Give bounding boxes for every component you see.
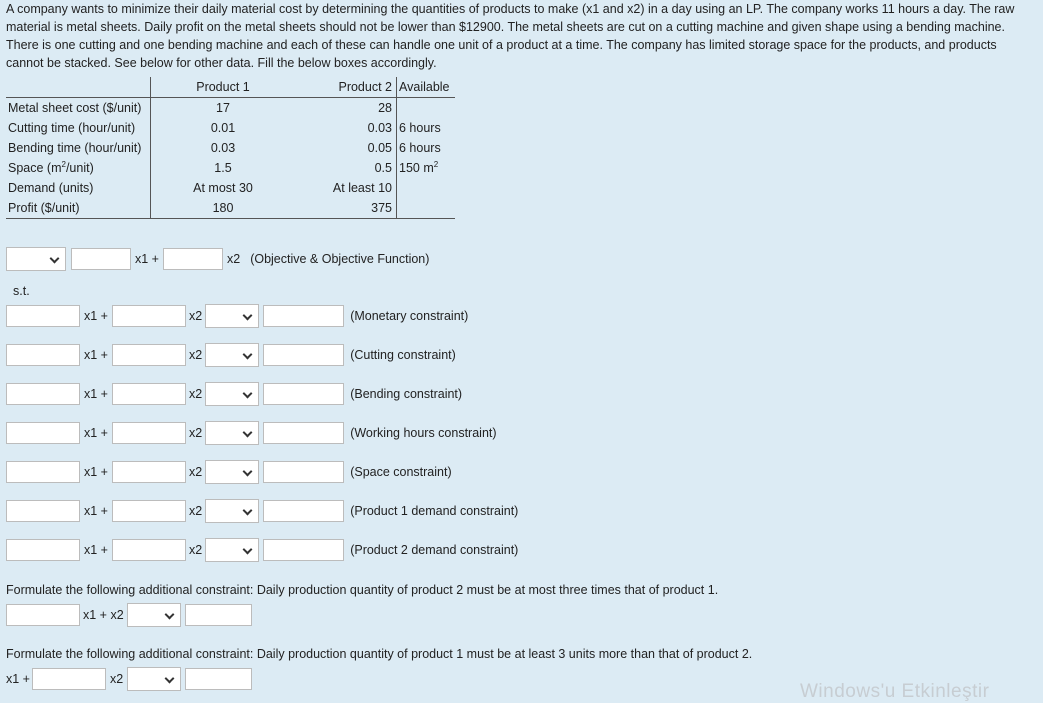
problem-statement: A company wants to minimize their daily material cost by determining the quantities of products to make (x1 and x2) in a day using an LP. The company works 11 hours a day. The raw material is metal sheets. Daily profit on the metal sheets should not be lower than $12900. The metal sheets are cut on a cutting machine and given shape using a bending machine. There is one cutting and one bending machine and each of these can handle one unit of a product at a time. The company has limited storage space for the products, and products cannot be stacked. See below for other data. Fill the below boxes accordingly. xyxy=(6,2,1015,70)
constraint-note: (Working hours constraint) xyxy=(350,426,497,440)
cell-p2: 28 xyxy=(295,98,397,119)
constraint-x2-coefficient-input[interactable] xyxy=(112,461,186,483)
cell-p1: 180 xyxy=(151,198,296,219)
additional1-x1-coefficient-input[interactable] xyxy=(6,604,80,626)
chevron-down-icon xyxy=(243,311,253,321)
chevron-down-icon xyxy=(243,428,253,438)
constraint-x1-label: x1 + xyxy=(84,426,108,440)
constraint-x2-label: x2 xyxy=(188,465,203,479)
cell-p1: 0.03 xyxy=(151,138,296,158)
cell-p1: At most 30 xyxy=(151,178,296,198)
cell-p2: 0.03 xyxy=(367,121,392,135)
additional2-x1-label: x1 + xyxy=(6,672,30,686)
header-available: Available xyxy=(397,77,456,98)
constraint-x2-label: x2 xyxy=(188,387,203,401)
constraint-x2-coefficient-input[interactable] xyxy=(112,539,186,561)
objective-x2-label: x2 xyxy=(226,252,241,266)
constraint-x1-coefficient-input[interactable] xyxy=(6,305,80,327)
constraint-operator-select[interactable] xyxy=(205,538,259,562)
constraint-row xyxy=(6,343,456,367)
constraint-x2-label: x2 xyxy=(188,426,203,440)
constraint-row xyxy=(6,538,518,562)
constraint-x2-label: x2 xyxy=(188,309,203,323)
header-product1: Product 1 xyxy=(151,77,296,98)
constraint-x1-coefficient-input[interactable] xyxy=(6,422,80,444)
constraint-rhs-input[interactable] xyxy=(263,539,344,561)
chevron-down-icon xyxy=(243,545,253,555)
objective-note: (Objective & Objective Function) xyxy=(250,252,430,266)
data-table xyxy=(6,77,455,219)
header-product2: Product 2 xyxy=(338,80,392,94)
constraint-x1-label: x1 + xyxy=(84,465,108,479)
cell-avail: 6 hours xyxy=(397,138,456,158)
constraint-note: (Cutting constraint) xyxy=(350,348,456,362)
constraint-note: (Space constraint) xyxy=(350,465,452,479)
chevron-down-icon xyxy=(164,610,174,620)
chevron-down-icon xyxy=(50,254,60,264)
constraint-x1-label: x1 + xyxy=(84,387,108,401)
constraint-row xyxy=(6,460,452,484)
row-label: Demand (units) xyxy=(8,181,94,195)
constraint-x2-label: x2 xyxy=(188,504,203,518)
space-avail-sup: 2 xyxy=(433,160,439,169)
objective-x1-label: x1 + xyxy=(135,252,159,266)
constraint-operator-select[interactable] xyxy=(205,304,259,328)
objective-row xyxy=(6,247,429,271)
space-label-sup: 2 xyxy=(61,160,66,169)
additional-constraint-1-text: Formulate the following additional constraint: Daily production quantity of product 2 must be at most three times that of product 1. xyxy=(6,583,719,597)
windows-activation-watermark: Windows'u Etkinleştir xyxy=(800,681,990,702)
constraint-x1-label: x1 + xyxy=(84,348,108,362)
constraint-x2-label: x2 xyxy=(188,543,203,557)
row-label: Bending time (hour/unit) xyxy=(8,141,142,155)
additional-constraint-1-row xyxy=(6,603,252,627)
cell-p2: 0.5 xyxy=(374,161,392,175)
table-row xyxy=(6,138,455,158)
constraint-x1-label: x1 + xyxy=(84,309,108,323)
constraint-x1-coefficient-input[interactable] xyxy=(6,539,80,561)
constraint-row xyxy=(6,382,462,406)
constraint-rhs-input[interactable] xyxy=(263,383,344,405)
chevron-down-icon xyxy=(243,506,253,516)
header-blank xyxy=(6,77,151,98)
objective-x2-coefficient-input[interactable] xyxy=(163,248,223,270)
cell-avail xyxy=(397,198,456,219)
table-row xyxy=(6,118,455,138)
constraint-note: (Monetary constraint) xyxy=(350,309,469,323)
constraint-operator-select[interactable] xyxy=(205,382,259,406)
constraint-rhs-input[interactable] xyxy=(263,461,344,483)
constraint-x2-coefficient-input[interactable] xyxy=(112,383,186,405)
additional2-operator-select[interactable] xyxy=(127,667,181,691)
cell-avail xyxy=(397,178,456,198)
cell-p2: At least 10 xyxy=(332,181,392,195)
constraint-note: (Product 1 demand constraint) xyxy=(350,504,519,518)
cell-p1: 1.5 xyxy=(151,158,296,178)
constraint-operator-select[interactable] xyxy=(205,421,259,445)
constraint-x2-coefficient-input[interactable] xyxy=(112,305,186,327)
constraint-x2-label: x2 xyxy=(188,348,203,362)
cell-avail: 6 hours xyxy=(397,118,456,138)
row-label xyxy=(6,158,151,178)
additional-constraint-2-row xyxy=(4,667,252,691)
row-label: Profit ($/unit) xyxy=(6,198,151,219)
additional-constraint-2-text: Formulate the following additional constraint: Daily production quantity of product 1 must be at least 3 units more than that of product 2. xyxy=(6,647,753,661)
constraint-operator-select[interactable] xyxy=(205,343,259,367)
additional2-rhs-input[interactable] xyxy=(185,668,252,690)
constraint-rhs-input[interactable] xyxy=(263,305,344,327)
space-label-post: /unit) xyxy=(65,161,94,175)
constraint-note: (Bending constraint) xyxy=(350,387,463,401)
constraint-operator-select[interactable] xyxy=(205,499,259,523)
constraint-x1-coefficient-input[interactable] xyxy=(6,461,80,483)
table-header-row xyxy=(6,77,455,98)
constraint-rhs-input[interactable] xyxy=(263,422,344,444)
space-avail-pre: 150 m xyxy=(399,161,434,175)
constraint-x2-coefficient-input[interactable] xyxy=(112,422,186,444)
subject-to-label: s.t. xyxy=(13,284,30,298)
cell-p1: 17 xyxy=(151,98,296,119)
additional2-x2-label: x2 xyxy=(109,672,124,686)
chevron-down-icon xyxy=(243,350,253,360)
table-row xyxy=(6,198,455,219)
constraint-row xyxy=(6,499,518,523)
objective-type-select[interactable] xyxy=(6,247,66,271)
constraint-rhs-input[interactable] xyxy=(263,500,344,522)
space-label-pre: Space (m xyxy=(8,161,62,175)
constraint-x1-label: x1 + xyxy=(84,504,108,518)
additional2-x1-coefficient-input[interactable] xyxy=(32,668,106,690)
cell-p2: 375 xyxy=(295,198,397,219)
chevron-down-icon xyxy=(243,389,253,399)
cell-p2: 0.05 xyxy=(367,141,392,155)
cell-avail xyxy=(397,158,456,178)
constraint-x2-coefficient-input[interactable] xyxy=(112,500,186,522)
constraint-note: (Product 2 demand constraint) xyxy=(350,543,519,557)
row-label: Cutting time (hour/unit) xyxy=(8,121,136,135)
constraint-x1-coefficient-input[interactable] xyxy=(6,500,80,522)
chevron-down-icon xyxy=(243,467,253,477)
cell-avail xyxy=(397,98,456,119)
table-row xyxy=(6,158,455,178)
constraint-operator-select[interactable] xyxy=(205,460,259,484)
additional1-rhs-input[interactable] xyxy=(185,604,252,626)
objective-x1-coefficient-input[interactable] xyxy=(71,248,131,270)
constraint-x1-coefficient-input[interactable] xyxy=(6,344,80,366)
chevron-down-icon xyxy=(165,674,175,684)
row-label: Metal sheet cost ($/unit) xyxy=(6,98,151,119)
cell-p1: 0.01 xyxy=(151,118,296,138)
additional1-operator-select[interactable] xyxy=(127,603,181,627)
table-row xyxy=(6,178,455,198)
constraint-x1-coefficient-input[interactable] xyxy=(6,383,80,405)
constraint-x2-coefficient-input[interactable] xyxy=(112,344,186,366)
constraint-row xyxy=(6,421,497,445)
additional1-label: x1 + x2 xyxy=(83,608,124,622)
constraint-x1-label: x1 + xyxy=(84,543,108,557)
constraint-rhs-input[interactable] xyxy=(263,344,344,366)
table-row xyxy=(6,98,455,119)
constraint-row xyxy=(6,304,468,328)
